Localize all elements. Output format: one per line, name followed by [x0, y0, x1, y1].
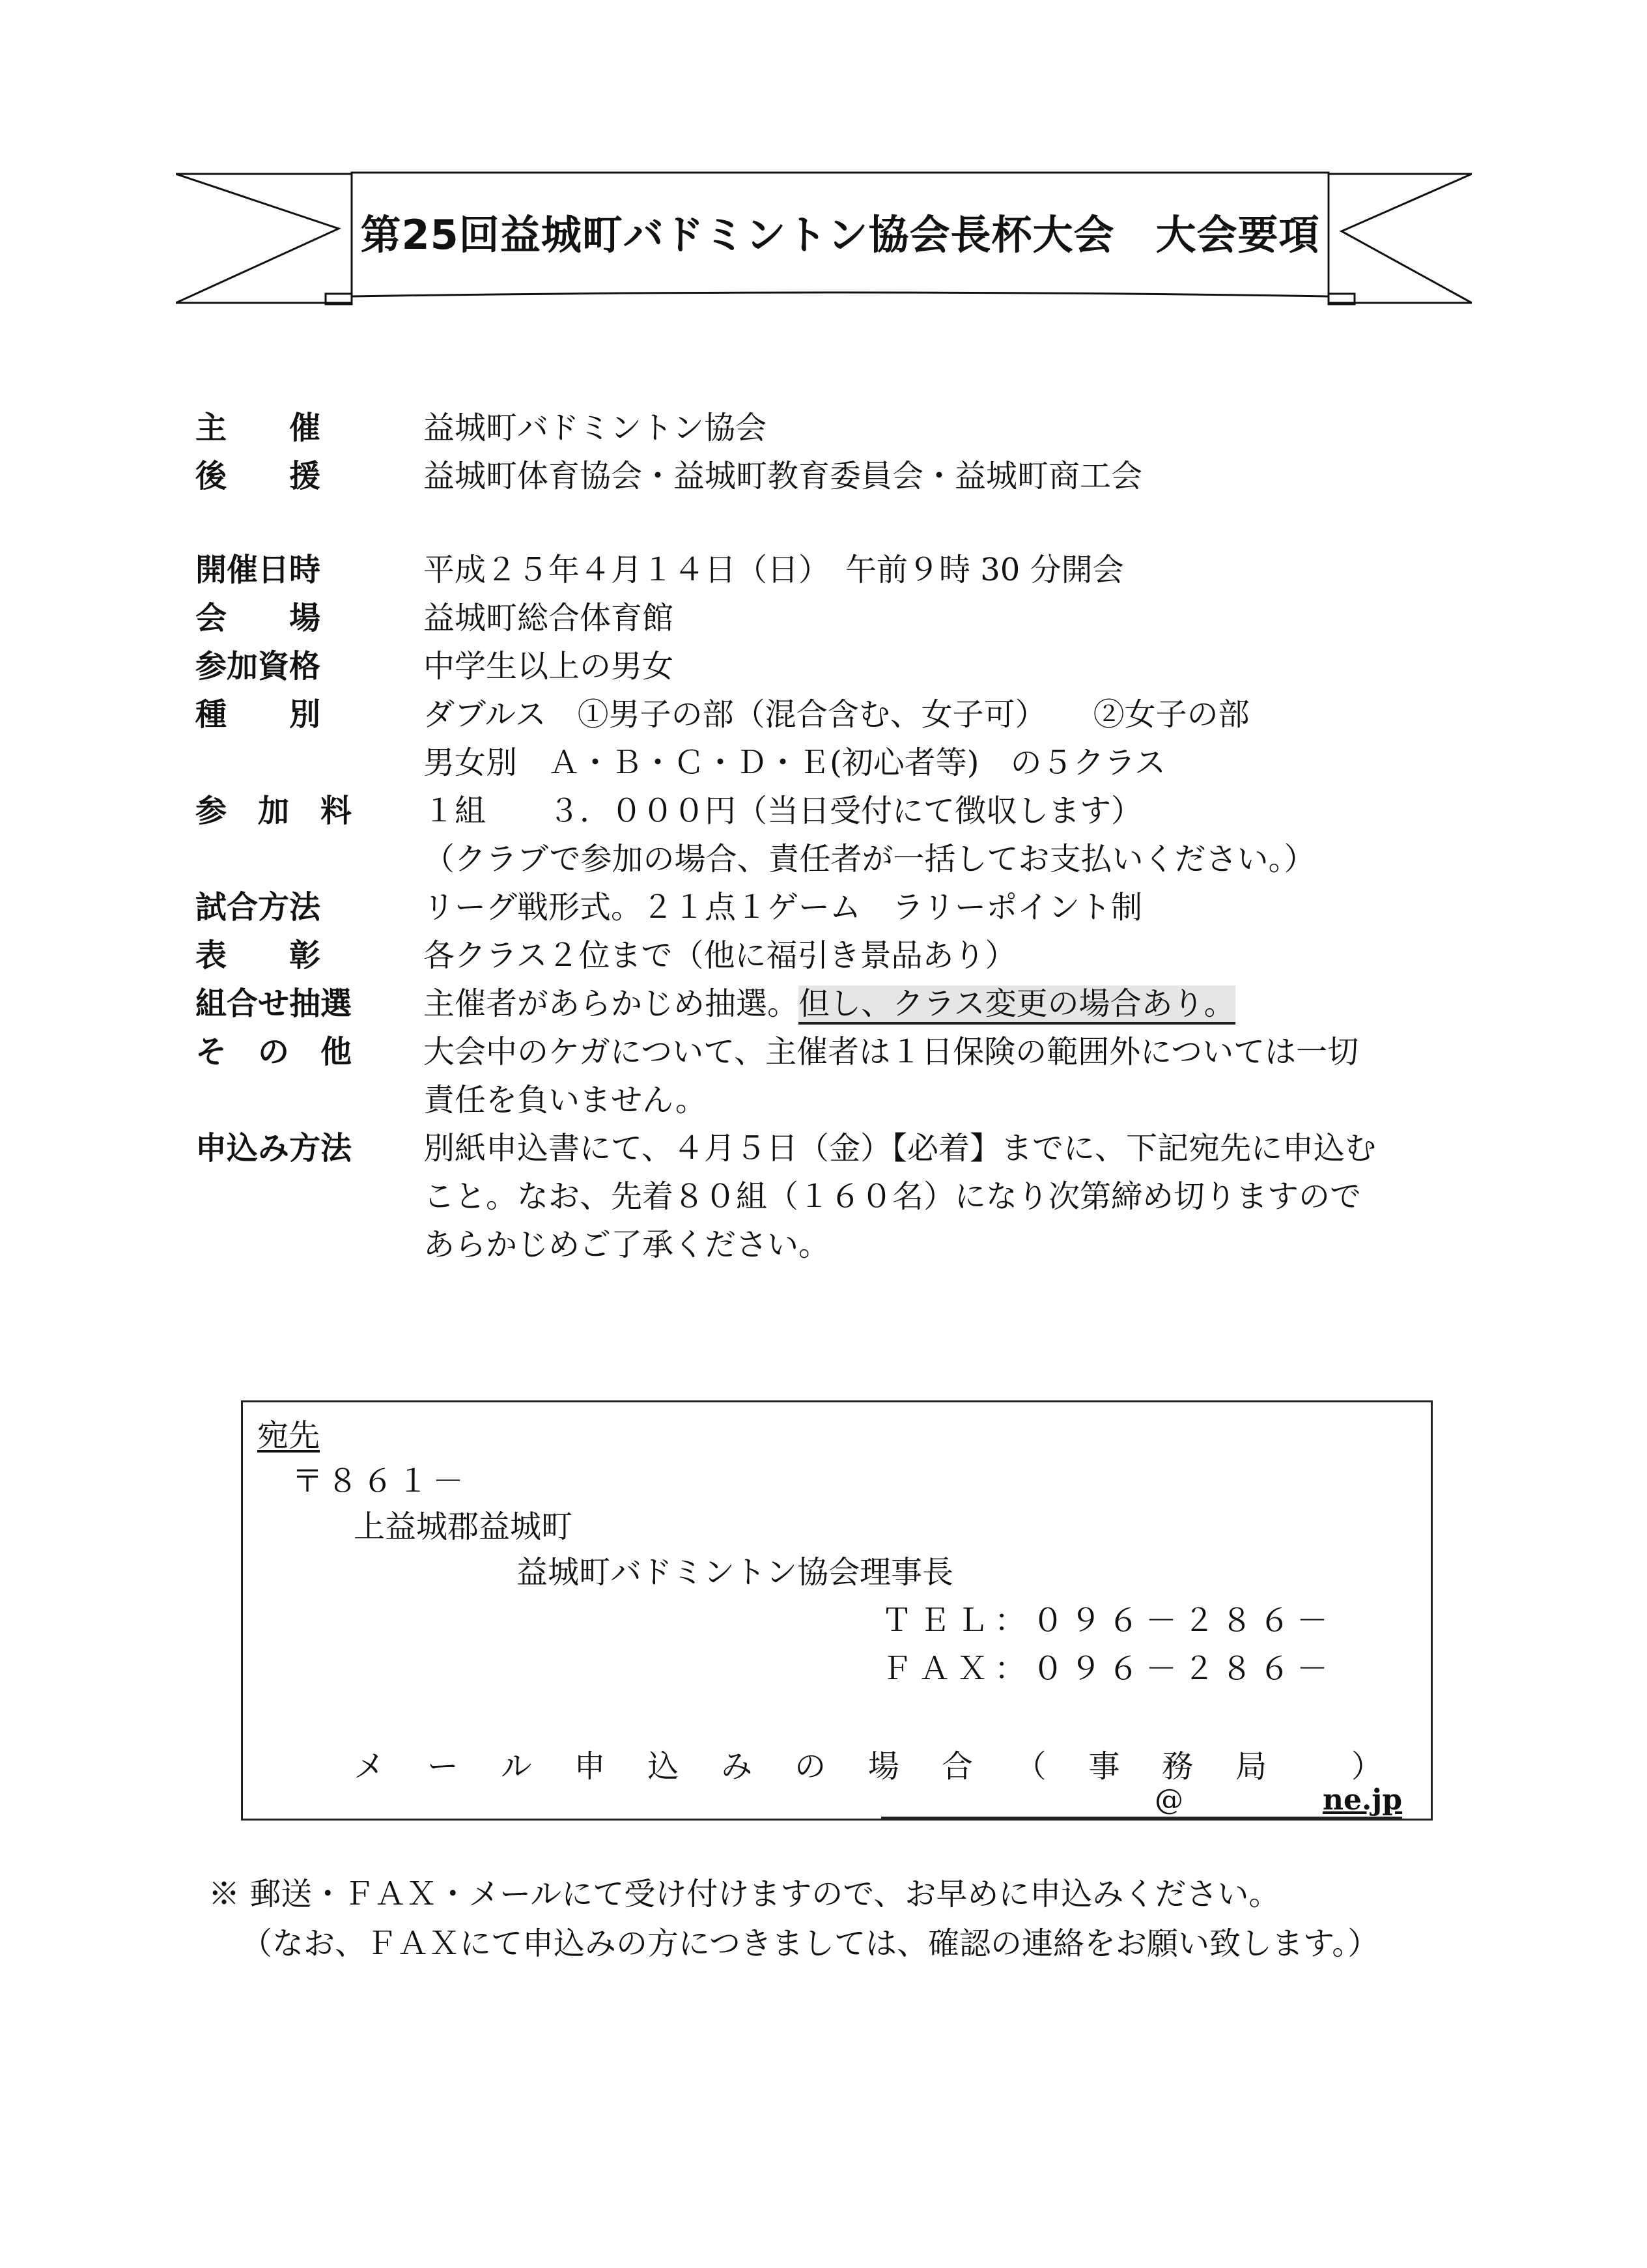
row-label: 組合せ抽選: [195, 985, 352, 1022]
note-line-1: ※ 郵送・ＦＡＸ・メールにて受け付けますので、お早めに申込みください。: [208, 1876, 1280, 1912]
row-label: 参加資格: [195, 648, 321, 685]
row-category: [195, 690, 1465, 787]
address-tel: ＴＥＬ：０９６－２８６－: [881, 1602, 1335, 1639]
mail-char: ー: [427, 1748, 458, 1785]
email-at: @: [1155, 1783, 1183, 1817]
address-org: 益城町バドミントン協会理事長: [516, 1554, 954, 1591]
row-value: [423, 980, 1465, 1028]
draw-text: 主催者があらかじめ抽選。: [423, 985, 799, 1022]
row-apply: [195, 1124, 1465, 1269]
row-host: [195, 404, 1465, 452]
mail-char: 申: [574, 1748, 606, 1785]
mail-char: み: [721, 1748, 753, 1785]
draw-highlight: 但し、クラス変更の場合あり。: [798, 985, 1235, 1025]
row-value: 各クラス２位まで（他に福引き景品あり）: [423, 937, 1017, 974]
row-label: 会 場: [195, 600, 321, 636]
email-line: [881, 1781, 1402, 1819]
apply-line-3: あらかじめご了承ください。: [423, 1226, 830, 1263]
email-domain: ne.jp: [1323, 1783, 1402, 1817]
details-list: [195, 404, 1465, 1269]
mail-char: メ: [354, 1748, 386, 1785]
row-fee: [195, 787, 1465, 883]
other-line-1: 大会中のケガについて、主催者は１日保険の範囲外については一切: [423, 1034, 1359, 1070]
row-label: そ の 他: [195, 1034, 352, 1070]
row-label: 種 別: [195, 696, 321, 733]
address-box: [241, 1400, 1433, 1821]
mail-char: の: [795, 1748, 826, 1785]
mail-char: 務: [1162, 1748, 1194, 1785]
row-value: [423, 1124, 1465, 1269]
row-label: 後 援: [195, 458, 321, 494]
row-value: 益城町バドミントン協会: [423, 410, 767, 446]
row-value: [423, 690, 1465, 787]
row-label: 主 催: [195, 410, 321, 446]
category-line-1: ダブルス ①男子の部（混合含む、女子可） ②女子の部: [423, 696, 1250, 733]
address-city: 上益城郡益城町: [354, 1509, 573, 1545]
mail-char: （: [1015, 1748, 1047, 1785]
row-value: 益城町総合体育館: [423, 600, 674, 636]
title-banner: [176, 166, 1472, 316]
row-format: [195, 883, 1465, 931]
row-value: [423, 787, 1465, 883]
apply-line-2: こと。なお、先着８０組（１６０名）になり次第締め切りますので: [423, 1178, 1362, 1215]
row-support: [195, 452, 1465, 500]
mail-char: 場: [867, 1748, 899, 1785]
address-zip: 〒８６１－: [292, 1463, 468, 1499]
fee-line-1: １組 ３．０００円（当日受付にて徴収します）: [423, 793, 1143, 829]
row-label: 表 彰: [195, 937, 321, 974]
page-title: 第25回益城町バドミントン協会長杯大会 大会要項: [360, 210, 1320, 259]
address-heading: 宛先: [257, 1417, 320, 1454]
row-other: [195, 1028, 1465, 1124]
mail-char: ル: [500, 1748, 532, 1785]
row-label: 開催日時: [195, 552, 321, 588]
note-line-2: （なお、ＦＡＸにて申込みの方につきましては、確認の連絡をお願い致します。）: [241, 1925, 1379, 1962]
row-value: [423, 1028, 1465, 1124]
row-date: [195, 546, 1465, 594]
row-value: 平成２５年４月１４日（日） 午前９時 30 分開会: [423, 552, 1124, 588]
row-label: 申込み方法: [195, 1130, 352, 1167]
mail-char: ）: [1351, 1748, 1383, 1785]
row-value: リーグ戦形式。２１点１ゲーム ラリーポイント制: [423, 889, 1143, 926]
row-value: 中学生以上の男女: [423, 648, 674, 685]
mail-char: 合: [941, 1748, 973, 1785]
row-draw: [195, 980, 1465, 1028]
fee-line-2: （クラブで参加の場合、責任者が一括してお支払いください。）: [423, 841, 1316, 877]
row-venue: [195, 594, 1465, 642]
row-label: 参 加 料: [195, 793, 352, 829]
apply-line-1: 別紙申込書にて、４月５日（金）【必着】までに、下記宛先に申込む: [423, 1130, 1377, 1167]
other-line-2: 責任を負いません。: [423, 1082, 707, 1118]
footer-notes: [208, 1869, 1379, 1968]
address-fax: ＦＡＸ：０９６－２８６－: [881, 1651, 1335, 1687]
row-value: 益城町体育協会・益城町教育委員会・益城町商工会: [423, 458, 1143, 494]
row-label: 試合方法: [195, 889, 321, 926]
row-awards: [195, 931, 1465, 980]
mail-char: 局: [1235, 1748, 1267, 1785]
mail-char: 事: [1088, 1748, 1120, 1785]
mail-char: 込: [647, 1748, 679, 1785]
category-line-2: 男女別 Ａ・Ｂ・Ｃ・Ｄ・Ｅ(初心者等) の５クラス: [423, 744, 1166, 781]
row-eligibility: [195, 642, 1465, 690]
mail-application-line: [354, 1741, 1383, 1786]
